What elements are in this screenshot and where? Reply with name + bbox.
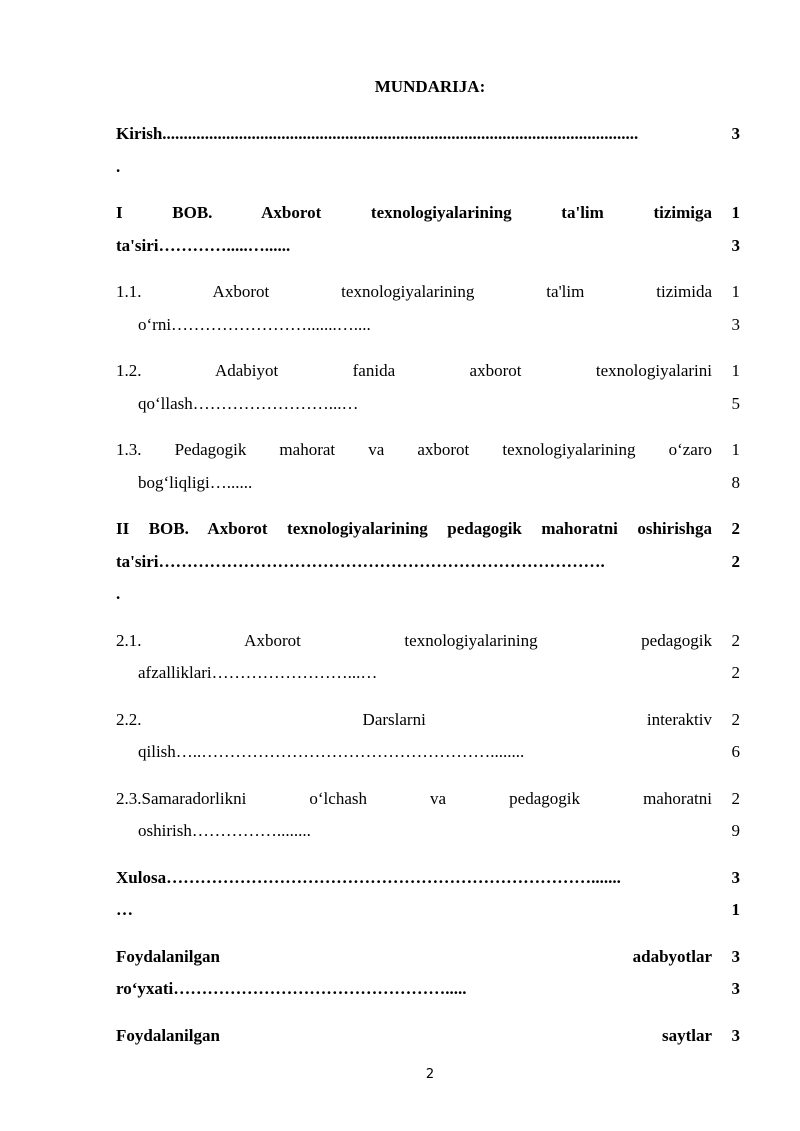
toc-entry-kirish[interactable] — [116, 118, 740, 183]
toc-page-number: 1 3 — [731, 282, 740, 334]
page-number: 2 — [425, 1067, 435, 1082]
toc-page-number: 2 2 — [731, 519, 740, 571]
toc-entry-chapter-2[interactable] — [116, 513, 740, 611]
toc-entry-text: Xulosa…………………………………………………………………....... … — [116, 867, 621, 919]
toc-entry-text: 1.3. Pedagogik mahorat va axborot texnologiyalarining o‘zaro bog‘liqligi…...... — [116, 440, 712, 492]
toc-entry-1-2[interactable] — [116, 355, 740, 420]
toc-entry-text: 2.1. Axborot texnologiyalarining pedagogik afzalliklari……………………...… — [116, 630, 712, 682]
toc-page-number: 2 2 — [731, 630, 740, 682]
toc-entry-text: 1.2. Adabiyot fanida axborot texnologiyalarini qo‘llash……………………...… — [116, 361, 712, 413]
toc-entry-1-3[interactable] — [116, 434, 740, 499]
toc-page-number: 1 8 — [731, 440, 740, 492]
toc-entry-references[interactable] — [116, 941, 740, 1006]
toc-entry-2-2[interactable] — [116, 704, 740, 769]
toc-entry-2-1[interactable] — [116, 625, 740, 690]
toc-entry-1-1[interactable] — [116, 276, 740, 341]
toc-page-number: 3 3 — [731, 946, 740, 998]
toc-entry-text: 1.1. Axborot texnologiyalarining ta'lim tizimida o‘rni…………………….......….... — [116, 282, 712, 334]
toc-page-number: 1 5 — [731, 361, 740, 413]
toc-entry-text: 2.3.Samaradorlikni o‘lchash va pedagogik mahoratni oshirish……………........ — [116, 788, 712, 840]
toc-page-number: 1 3 — [731, 203, 740, 255]
toc-page-number: 3 — [731, 1025, 740, 1045]
toc-entry-text: Foydalanilgan saytlar — [116, 1025, 712, 1045]
toc-entry-websites[interactable] — [116, 1020, 740, 1053]
toc-entry-text: Foydalanilgan adabyotlar ro‘yxati…………………………………………..... — [116, 946, 712, 998]
toc-entry-text: I BOB. Axborot texnologiyalarining ta'lim tizimiga ta'siri………….....…...... — [116, 203, 712, 255]
toc-page-number: 2 6 — [731, 709, 740, 761]
toc-entry-2-3[interactable] — [116, 783, 740, 848]
toc-page-number: 3 1 — [731, 867, 740, 919]
toc-entry-chapter-1[interactable] — [116, 197, 740, 262]
table-of-contents — [116, 118, 740, 1066]
toc-entry-xulosa[interactable] — [116, 862, 740, 927]
toc-page-number: 3 — [731, 124, 740, 143]
toc-title: MUNDARIJA: — [374, 77, 486, 96]
toc-entry-text: 2.2. Darslarni interaktiv qilish…..……………………………………………........ — [116, 709, 712, 761]
toc-entry-text: II BOB. Axborot texnologiyalarining pedagogik mahoratni oshirishga ta'siri……………………………………………………………………. . — [116, 519, 712, 603]
toc-page-number: 2 9 — [731, 788, 740, 840]
toc-entry-text: Kirish................................................................................................................ . — [116, 124, 639, 176]
